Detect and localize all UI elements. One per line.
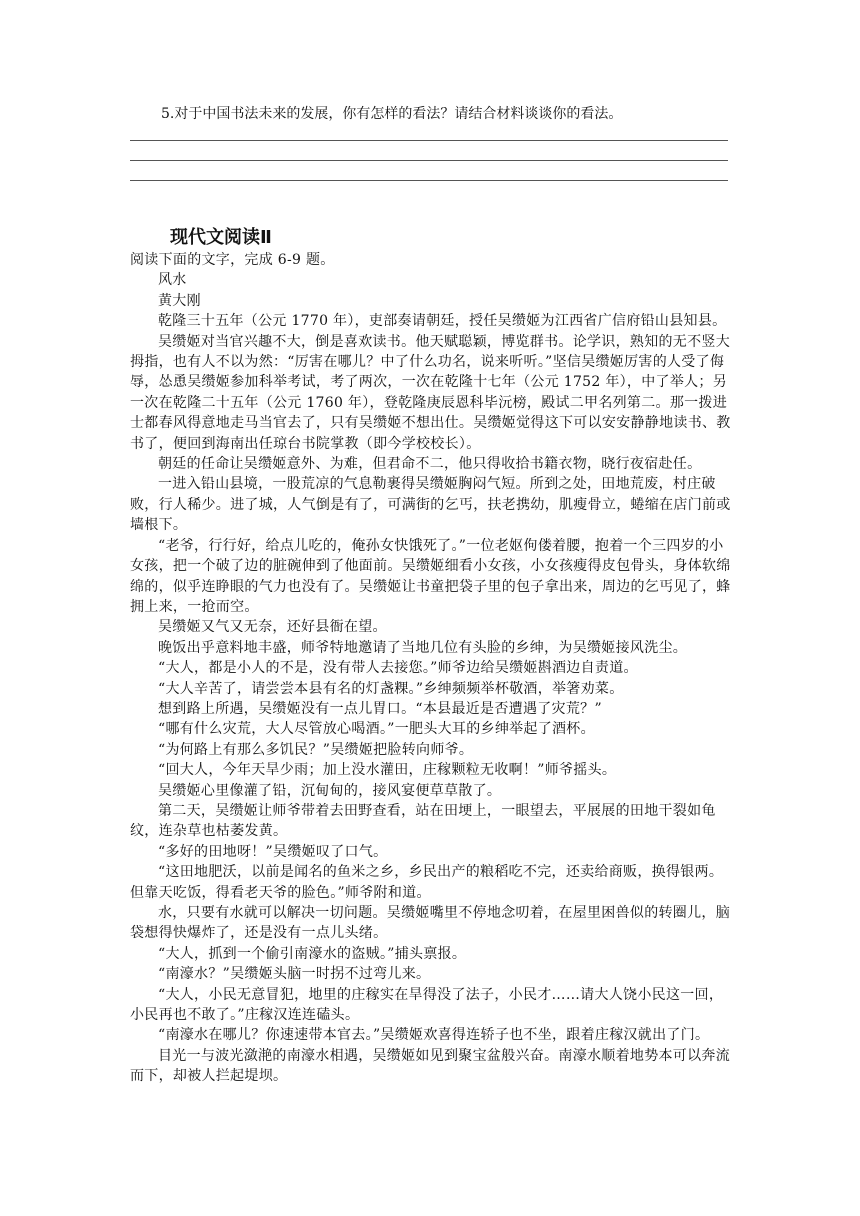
instruction: 阅读下面的文字，完成 6-9 题。 [130,252,335,268]
paragraph: “回大人，今年天旱少雨；加上没水灌田，庄稼颗粒无收啊！”师爷摇头。 [158,762,617,779]
paragraph: “大人，抓到一个偷引南濠水的盗贼。”捕头禀报。 [158,945,467,962]
answer-line [130,160,728,161]
paragraph: 一进入铅山县境，一股荒凉的气息勒裹得吴缵姬胸闷气短。所到之处，田地荒废，村庄破败，行人稀少。进了城，人气倒是有了，可满街的乞丐，扶老携幼，肌瘦骨立，蜷缩在店门前或墙根下。 [130,476,731,534]
paragraph: 朝廷的任命让吴缵姬意外、为难，但君命不二，他只得收拾书籍衣物，晓行夜宿赴任。 [158,456,702,473]
paragraph: “哪有什么灾荒，大人尽管放心喝酒。”一肥头大耳的乡绅举起了酒杯。 [158,721,595,738]
paragraph: 晚饭出乎意料地丰盛，师爷特地邀请了当地几位有头脸的乡绅，为吴缵姬接风洗尘。 [158,639,688,656]
paragraph: 吴缵姬又气又无奈，还好县衙在望。 [158,619,387,636]
paragraph: “老爷，行行好，给点儿吃的，俺孙女快饿死了。”一位老妪佝偻着腰，抱着一个三四岁的小女孩，把一个破了边的脏碗伸到了他面前。吴缵姬细看小女孩，小女孩瘦得皮包骨头，身体软绵绵的，似乎连睁眼的气力也没有了。吴缵姬让书童把袋子里的包子拿出来，周边的乞丐见了，蜂拥上来，一抢而空。 [130,537,731,615]
paragraph: 目光一与波光潋滟的南濠水相遇，吴缵姬如见到聚宝盆般兴奋。南濠水顺着地势本可以奔流而下，却被人拦起堤坝。 [130,1047,730,1085]
paragraph: 想到路上所遇，吴缵姬没有一点儿胃口。“本县最近是否遭遇了灾荒？” [158,700,602,717]
author: 黄大刚 [158,292,201,309]
question-5: 5.对于中国书法未来的发展，你有怎样的看法？请结合材料谈谈你的看法。 [161,106,623,122]
paragraph: “南濠水在哪儿？你速速带本官去。”吴缵姬欢喜得连轿子也不坐，跟着庄稼汉就出了门。 [158,1027,710,1044]
paragraph: “这田地肥沃，以前是闻名的鱼米之乡，乡民出产的粮稻吃不完，还卖给商贩，换得银两。但靠天吃饭，得看老天爷的脸色。”师爷附和道。 [130,864,724,901]
paragraph: 水，只要有水就可以解决一切问题。吴缵姬嘴里不停地念叨着，在屋里困兽似的转圈儿，脑袋想得快爆炸了，还是没有一点儿头绪。 [130,905,730,942]
story-title: 风水 [158,272,187,289]
paragraph: 乾隆三十五年（公元 1770 年），吏部奏请朝廷，授任吴缵姬为江西省广信府铅山县知县。 [158,313,727,330]
section-title: 现代文阅读Ⅱ [170,227,272,248]
paragraph: “大人，小民无意冒犯，地里的庄稼实在旱得没了法子，小民才……请大人饶小民这一回，小民再也不敢了。”庄稼汉连连磕头。 [130,986,724,1024]
paragraph: “南濠水？”吴缵姬头脑一时拐不过弯儿来。 [158,966,431,983]
paragraph: “大人辛苦了，请尝尝本县有名的灯盏粿。”乡绅频频举杯敬酒，举箸劝菜。 [158,680,624,697]
paragraph: “多好的田地呀！”吴缵姬叹了口气。 [158,843,388,860]
paragraph: 吴缵姬对当官兴趣不大，倒是喜欢读书。他天赋聪颖，博览群书。论学识，熟知的无不竖大拇指，也有人不以为然：“厉害在哪儿？中了什么功名，说来听听。”坚信吴缵姬厉害的人受了侮辱，怂恿吴缵姬参加科举考试，考了两次，一次在乾隆十七年（公元 1752 年），中了举人；另一次在乾隆二十五年（公元 1760 年），登乾隆庚辰恩科毕沅榜，殿试二甲名列第二。那一拨进士都春风得意地走马当官去了，只有吴缵姬不想出仕。吴缵姬觉得这下可以安安静静地读书、教书了，便回到海南出任琼台书院掌教（即今学校校长）。 [130,333,731,452]
paragraph: “大人，都是小人的不是，没有带人去接您。”师爷边给吴缵姬斟酒边自责道。 [158,660,638,677]
answer-line [130,180,728,181]
reading-article [130,250,732,1087]
paragraph: “为何路上有那么多饥民？”吴缵姬把脸转向师爷。 [158,741,474,758]
paragraph: 第二天，吴缵姬让师爷带着去田野查看，站在田埂上，一眼望去，平展展的田地干裂如龟纹，连杂草也枯萎发黄。 [130,802,716,840]
answer-line [130,140,728,141]
paragraph: 吴缵姬心里像灌了铅，沉甸甸的，接风宴便草草散了。 [158,782,502,799]
